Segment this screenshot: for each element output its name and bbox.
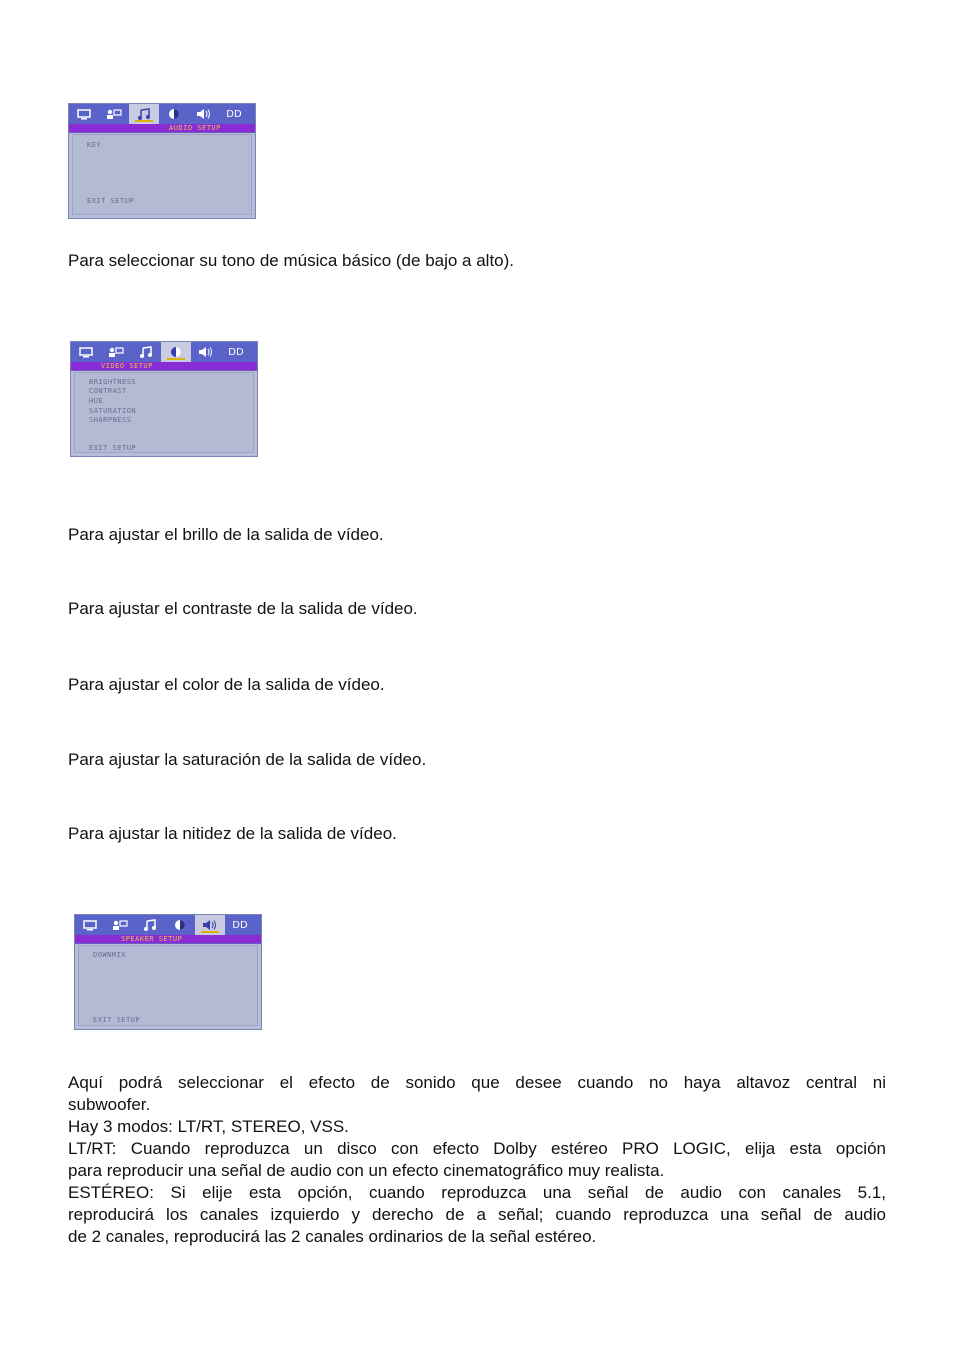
menu-title: AUDIO SETUP	[169, 124, 221, 132]
color-disc-icon	[170, 346, 182, 358]
music-note-icon	[137, 108, 151, 120]
tab-display[interactable]	[99, 104, 129, 124]
menu-item-hue[interactable]: HUE	[89, 397, 104, 405]
music-note-icon	[143, 919, 157, 931]
tab-video[interactable]	[161, 342, 191, 362]
speaker-icon	[198, 346, 214, 358]
menu-panel	[72, 134, 252, 215]
downmix-line-1: Aquí podrá seleccionar el efecto de sonido que desee cuando no haya altavoz central ni	[68, 1073, 886, 1092]
contrast-description: Para ajustar el contraste de la salida de vídeo.	[68, 599, 418, 618]
tab-speaker[interactable]	[189, 104, 219, 124]
stereo-line-3: de 2 canales, reproducirá las 2 canales ordinarios de la señal estéreo.	[68, 1227, 597, 1246]
menu-item-contrast[interactable]: CONTRAST	[89, 387, 127, 395]
stereo-line-2: reproducirá los canales izquierdo y derecho de a señal; cuando reproduzca una señal de audio	[68, 1205, 886, 1224]
monitor-icon	[79, 347, 93, 358]
tab-dolby[interactable]	[225, 915, 255, 935]
tab-audio[interactable]	[135, 915, 165, 935]
tab-video[interactable]	[165, 915, 195, 935]
monitor-icon	[83, 920, 97, 931]
dolby-label: DD	[232, 919, 248, 931]
menu-title: SPEAKER SETUP	[121, 935, 183, 943]
menu-tabs	[75, 915, 261, 935]
modes-line: Hay 3 modos: LT/RT, STEREO, VSS.	[68, 1117, 349, 1136]
menu-tabs	[69, 104, 255, 124]
video-setup-menu	[70, 341, 258, 457]
color-disc-icon	[168, 108, 180, 120]
speaker-icon	[196, 108, 212, 120]
brightness-description: Para ajustar el brillo de la salida de vídeo.	[68, 525, 384, 544]
tab-general[interactable]	[75, 915, 105, 935]
tab-audio[interactable]	[131, 342, 161, 362]
menu-title-bar	[69, 124, 255, 133]
color-disc-icon	[174, 919, 186, 931]
key-description: Para seleccionar su tono de música básico (de bajo a alto).	[68, 251, 515, 270]
tab-general[interactable]	[71, 342, 101, 362]
tab-audio[interactable]	[129, 104, 159, 124]
ltrt-line-2: para reproducir una señal de audio con un efecto cinematográfico muy realista.	[68, 1161, 665, 1180]
dolby-label: DD	[226, 108, 242, 120]
menu-item-exit-setup[interactable]: EXIT SETUP	[93, 1016, 141, 1024]
downmix-explanation	[68, 1072, 886, 1248]
menu-tabs	[71, 342, 257, 362]
menu-item-downmix[interactable]: DOWNMIX	[93, 951, 127, 959]
menu-item-sharpness[interactable]: SHARPNESS	[89, 416, 132, 424]
menu-item-exit-setup[interactable]: EXIT SETUP	[89, 444, 137, 452]
menu-item-saturation[interactable]: SATURATION	[89, 407, 137, 415]
person-screen-icon	[112, 919, 128, 931]
stereo-line-1: ESTÉREO: Si elije esta opción, cuando reproduzca una señal de audio con canales 5.1,	[68, 1183, 886, 1202]
saturation-description: Para ajustar la saturación de la salida de vídeo.	[68, 750, 427, 769]
hue-description: Para ajustar el color de la salida de vídeo.	[68, 675, 385, 694]
sharpness-description: Para ajustar la nitidez de la salida de vídeo.	[68, 824, 397, 843]
menu-panel	[74, 372, 254, 453]
tab-general[interactable]	[69, 104, 99, 124]
tab-display[interactable]	[101, 342, 131, 362]
speaker-setup-menu	[74, 914, 262, 1030]
tab-dolby[interactable]	[221, 342, 251, 362]
ltrt-line-1: LT/RT: Cuando reproduzca un disco con efecto Dolby estéreo PRO LOGIC, elija esta opción	[68, 1139, 886, 1158]
person-screen-icon	[106, 108, 122, 120]
speaker-icon	[202, 919, 218, 931]
downmix-line-2: subwoofer.	[68, 1095, 151, 1114]
menu-title-bar	[71, 362, 257, 371]
music-note-icon	[139, 346, 153, 358]
tab-dolby[interactable]	[219, 104, 249, 124]
person-screen-icon	[108, 346, 124, 358]
menu-panel	[78, 945, 258, 1026]
menu-item-exit-setup[interactable]: EXIT SETUP	[87, 197, 135, 205]
tab-video[interactable]	[159, 104, 189, 124]
monitor-icon	[77, 109, 91, 120]
dolby-label: DD	[228, 346, 244, 358]
audio-setup-menu	[68, 103, 256, 219]
tab-speaker[interactable]	[191, 342, 221, 362]
tab-speaker[interactable]	[195, 915, 225, 935]
tab-display[interactable]	[105, 915, 135, 935]
menu-item-brightness[interactable]: BRIGHTNESS	[89, 378, 137, 386]
menu-title-bar	[75, 935, 261, 944]
menu-item-key[interactable]: KEY	[87, 141, 102, 149]
menu-title: VIDEO SETUP	[101, 362, 153, 370]
